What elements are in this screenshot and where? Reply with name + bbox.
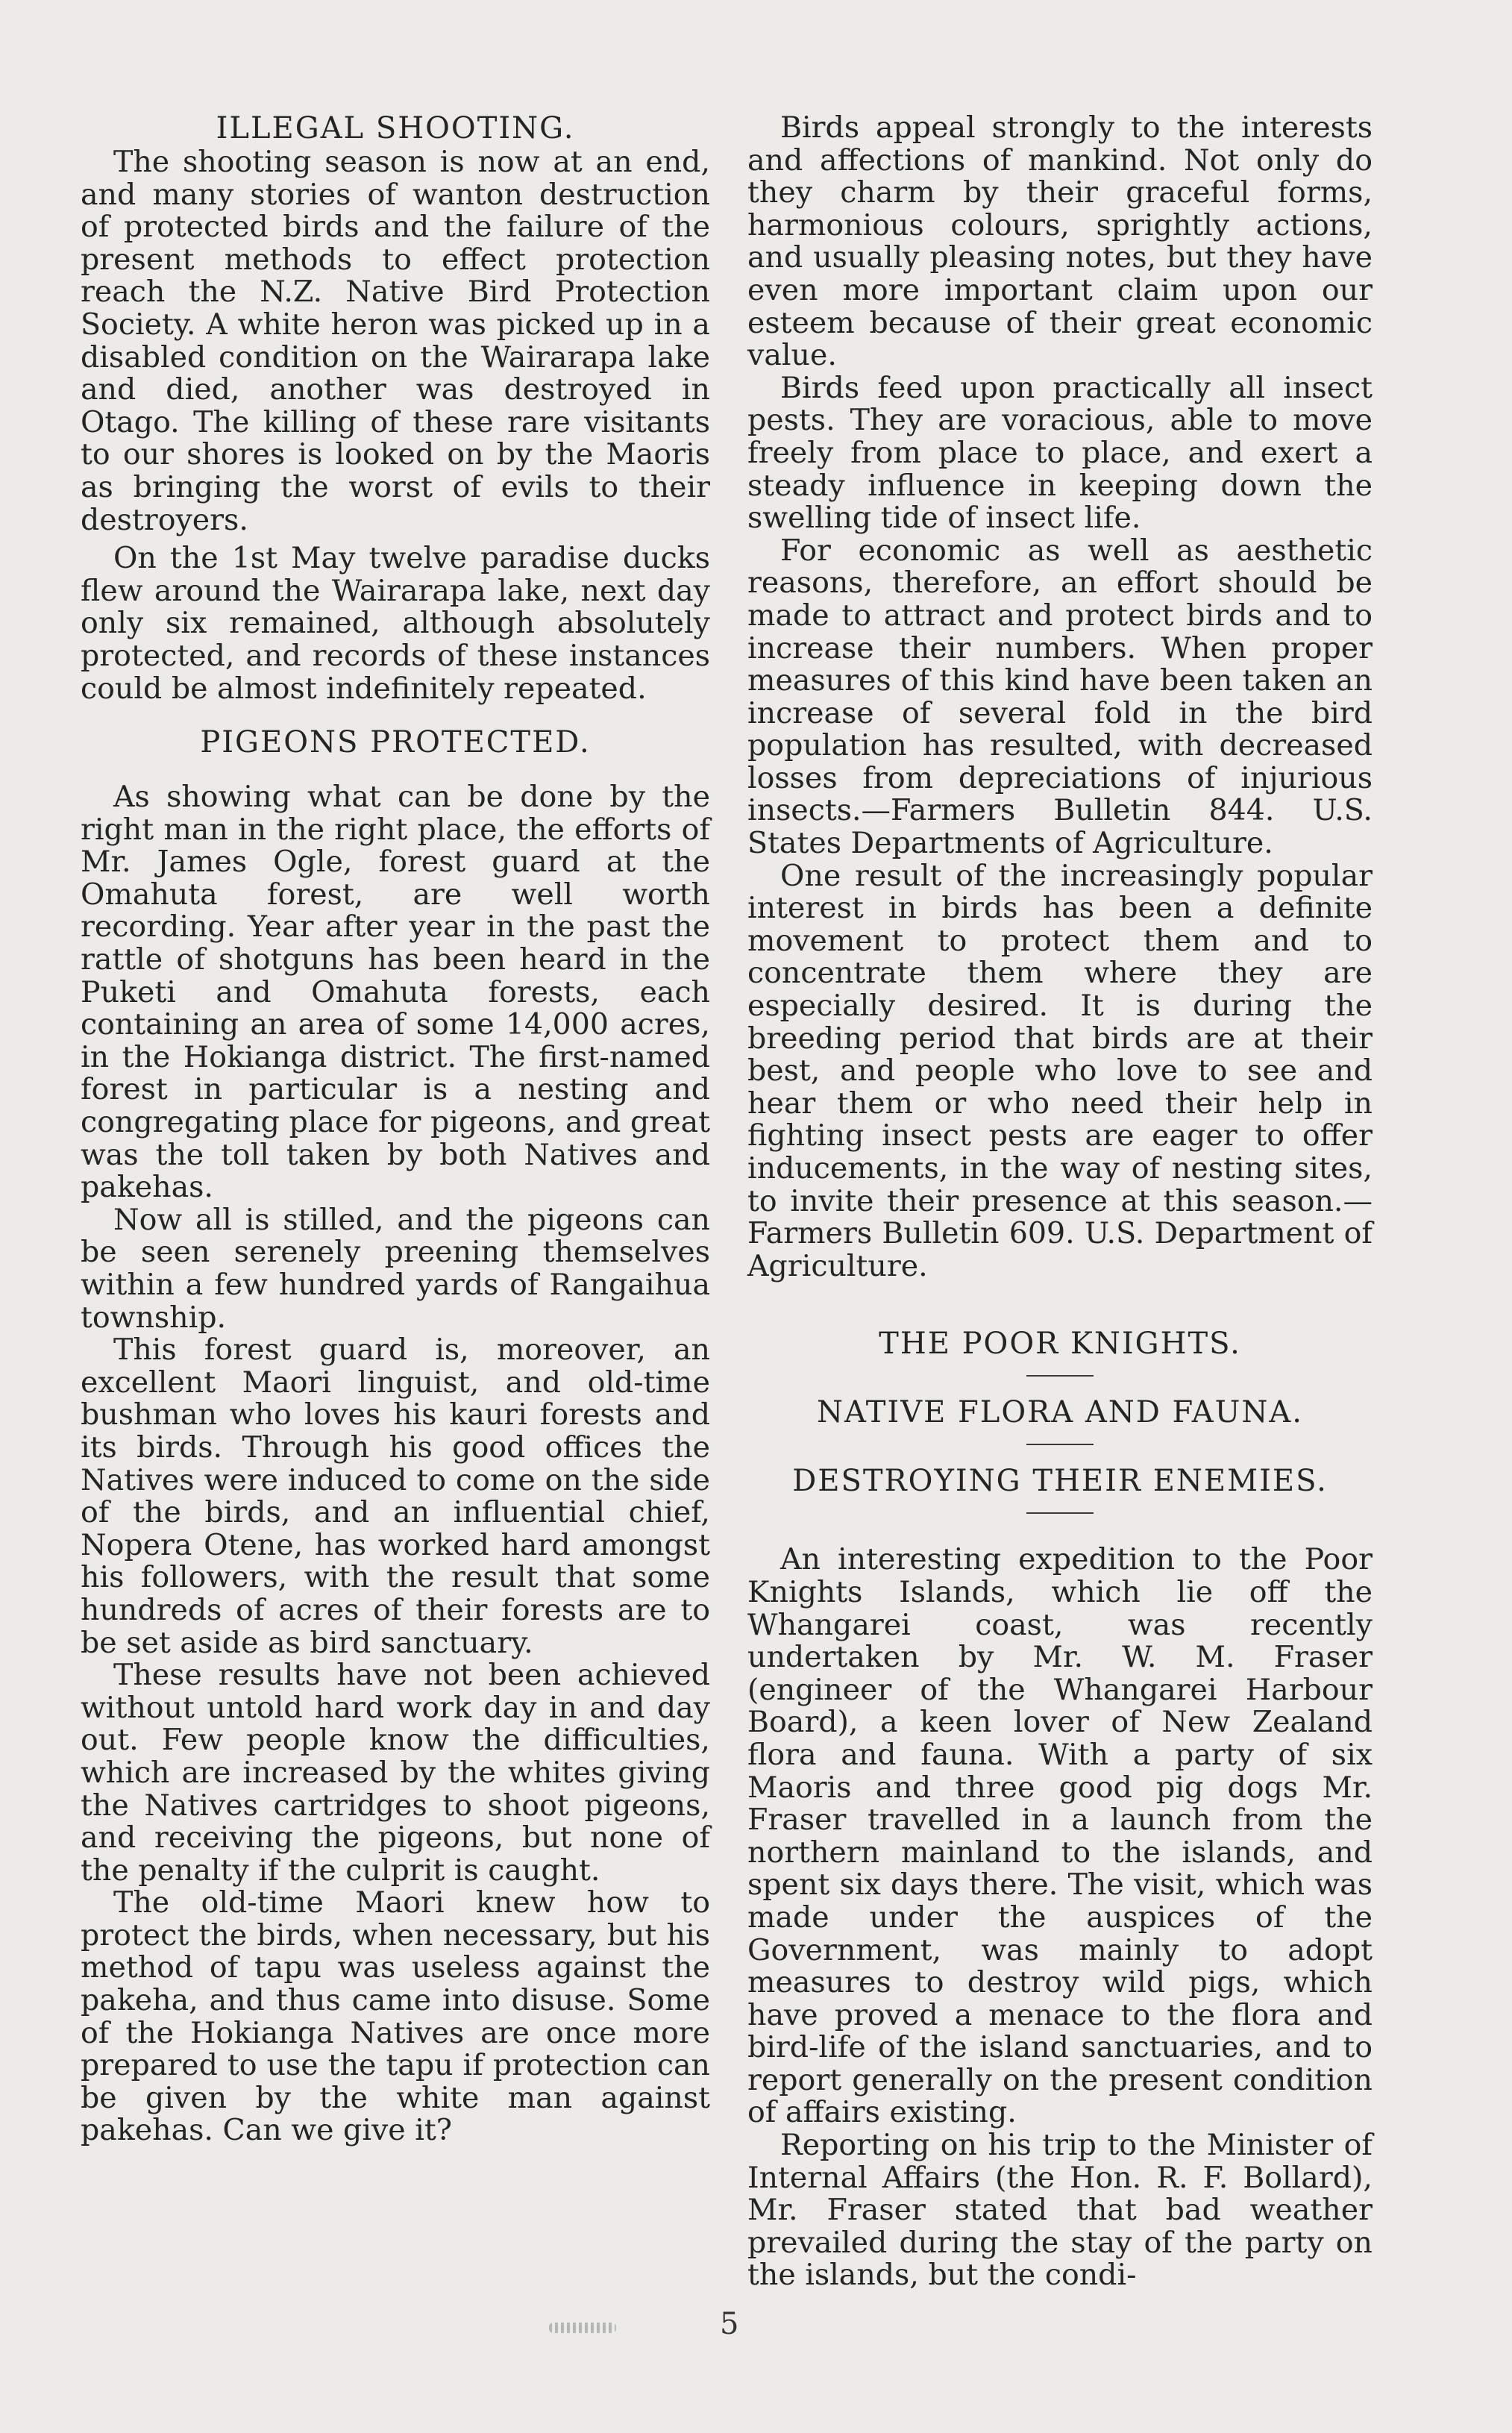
paragraph: Reporting on his trip to the Minister of Internal Affairs (the Hon. R. F. Bollard), Mr. Fraser stated that bad weather prevailed during the stay of the party on the islands, but the condi- xyxy=(747,2128,1373,2293)
divider xyxy=(1026,1444,1094,1445)
paragraph: The shooting season is now at an end, and many stories of wanton destruction of protected birds and the failure of the present methods to effect protection reach the N.Z. Native Bird Protection Society. A white heron was picked up in a disabled condition on the Wairarapa lake and died, another was destroyed in Otago. The killing of these rare visitants to our shores is looked on by the Maoris as bringing the worst of evils to their destroyers. xyxy=(81,145,710,537)
paragraph: These results have not been achieved without untold hard work day in and day out. Few people know the difficulties, which are increased by the whites giving the Natives cartridges to shoot pigeons, and receiving the pigeons, but none of the penalty if the culprit is caught. xyxy=(81,1658,710,1888)
paragraph: As showing what can be done by the right man in the right place, the efforts of Mr. James Ogle, forest guard at the Omahuta forest, are well worth recording. Year after year in the past the rattle of shotguns has been heard in the Puketi and Omahuta forests, each containing an area of some 14,000 acres, in the Hokianga district. The first-named forest in particular is a nesting and congregating place for pigeons, and great was the toll taken by both Natives and pakehas. xyxy=(81,780,710,1205)
paragraph: Birds feed upon practically all insect pests. They are voracious, able to move freely from place to place, and exert a steady influence in keeping down the swelling tide of insect life. xyxy=(747,370,1373,536)
paragraph: For economic as well as aesthetic reasons, therefore, an effort should be made to attract and protect birds and to increase their numbers. When proper measures of this kind have been taken an increase of several fold in the bird population has resulted, with decreased losses from depreciations of injurious insects.—Farmers Bulletin 844. U.S. States Departments of Agriculture. xyxy=(747,533,1373,861)
page-number: 5 xyxy=(720,2307,739,2341)
divider xyxy=(1026,1375,1094,1377)
paragraph: The old-time Maori knew how to protect the birds, when necessary, but his method of tapu was useless against the pakeha, and thus came into disuse. Some of the Hokianga Natives are once more prepared to use the tapu if protection can be given by the white man against pakehas. Can we give it? xyxy=(81,1885,710,2148)
paragraph: An interesting expedition to the Poor Knights Islands, which lie off the Whangarei coast, was recently undertaken by Mr. W. M. Fraser (engineer of the Whangarei Harbour Board), a keen lover of New Zealand flora and fauna. With a party of six Maoris and three good pig dogs Mr. Fraser travelled in a launch from the northern mainland to the islands, and spent six days there. The visit, which was made under the auspices of the Government, was mainly to adopt measures to destroy wild pigs, which have proved a menace to the flora and bird-life of the island sanctuaries, and to report generally on the present condition of affairs existing. xyxy=(747,1542,1373,2130)
heading-illegal-shooting: ILLEGAL SHOOTING. xyxy=(216,111,575,145)
divider xyxy=(1026,1512,1094,1514)
heading-poor-knights: THE POOR KNIGHTS. xyxy=(879,1327,1241,1362)
heading-pigeons-protected: PIGEONS PROTECTED. xyxy=(200,725,591,760)
paragraph: Birds appeal strongly to the interests and affections of mankind. Not only do they charm by their graceful forms, harmonious colours, sprightly actions, and usually pleasing notes, but they have even more important claim upon our esteem because of their great economic value. xyxy=(747,110,1373,373)
printer-mark xyxy=(549,2323,616,2333)
paragraph: Now all is stilled, and the pigeons can be seen serenely preening themselves within a few hundred yards of Rangaihua township. xyxy=(81,1202,710,1335)
left-column xyxy=(81,112,710,2147)
heading-native-flora-fauna: NATIVE FLORA AND FAUNA. xyxy=(817,1395,1303,1430)
right-column xyxy=(747,112,1373,2292)
paragraph: One result of the increasingly popular interest in birds has been a definite movement to protect them and to concentrate them where they are especially desired. It is during the breeding period that birds are at their best, and people who love to see and hear them or who need their help in fighting insect pests are eager to offer inducements, in the way of nesting sites, to invite their presence at this season.—Farmers Bulletin 609. U.S. Department of Agriculture. xyxy=(747,858,1373,1283)
paragraph: This forest guard is, moreover, an excellent Maori linguist, and old-time bushman who loves his kauri forests and its birds. Through his good offices the Natives were induced to come on the side of the birds, and an influential chief, Nopera Otene, has worked hard amongst his followers, with the result that some hundreds of acres of their forests are to be set aside as bird sanctuary. xyxy=(81,1333,710,1660)
heading-destroying-enemies: DESTROYING THEIR ENEMIES. xyxy=(792,1464,1328,1499)
paragraph: On the 1st May twelve paradise ducks flew around the Wairarapa lake, next day only six remained, although absolutely protected, and records of these instances could be almost indefinitely repeated. xyxy=(81,541,710,706)
